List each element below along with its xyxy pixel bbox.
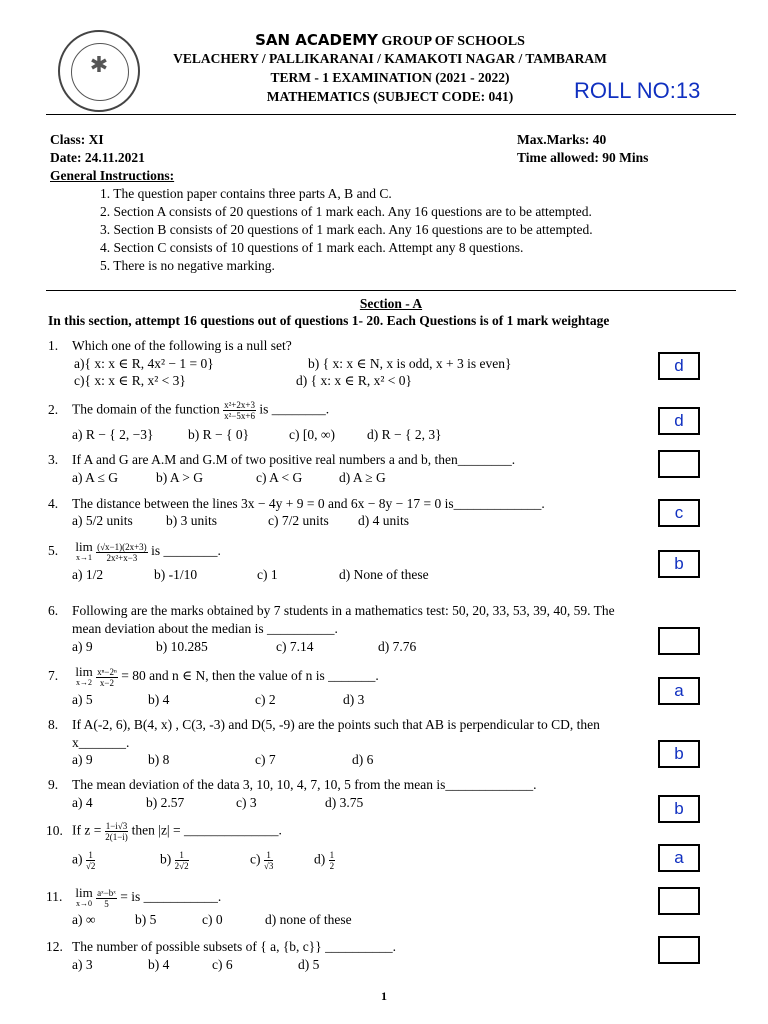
q4-option-d: d) 4 units (358, 513, 410, 528)
q6-option-c: c) 7.14 (276, 639, 314, 654)
emblem-icon: ✱ (89, 52, 109, 77)
question-6-continued: mean deviation about the median is __________. (72, 621, 338, 636)
max-marks: Max.Marks: 40 (517, 132, 607, 147)
q9-option-b: b) 2.57 (146, 795, 185, 810)
answer-box-2[interactable]: d (658, 407, 700, 435)
question-12: 12. The number of possible subsets of { a, {b, c}} __________. (46, 939, 396, 954)
answer-box-7[interactable]: a (658, 677, 700, 705)
q5-option-a: a) 1/2 (72, 567, 104, 582)
q12-option-d: d) 5 (298, 957, 320, 972)
question-3: 3. If A and G are A.M and G.M of two positive real numbers a and b, then________. (48, 452, 516, 467)
question-10: 10. If z = $\frac{1-i√3}{2(1-i)}$ then |z| = ______________. (46, 821, 282, 842)
q7-option-b: b) 4 (148, 692, 170, 707)
school-logo (58, 30, 140, 112)
q7-option-a: a) 5 (72, 692, 93, 707)
instruction-item: 1. The question paper contains three parts A, B and C. (100, 186, 392, 201)
exam-title: TERM - 1 EXAMINATION (2021 - 2022) (270, 70, 510, 85)
q11-option-d: d) none of these (265, 912, 352, 927)
instructions-title: General Instructions: (50, 168, 175, 183)
answer-box-4[interactable]: c (658, 499, 700, 527)
section-subtitle: In this section, attempt 16 questions out of questions 1- 20. Each Questions is of 1 mark weightage (48, 313, 610, 328)
section-title: Section - A (359, 296, 423, 311)
answer-box-3[interactable] (658, 450, 700, 478)
question-8-continued: x_______. (72, 735, 130, 750)
q3-option-a: a) A ≤ G (72, 470, 119, 485)
q2-option-c: c) [0, ∞) (289, 427, 335, 442)
q11-option-a: a) ∞ (72, 912, 96, 927)
q10-option-d: d) $\frac{1}{2}$ (314, 850, 335, 871)
school-suffix: GROUP OF SCHOOLS (381, 34, 525, 49)
header-divider (46, 114, 736, 115)
answer-box-5[interactable]: b (658, 550, 700, 578)
subject-title: MATHEMATICS (SUBJECT CODE: 041) (266, 89, 514, 104)
instruction-item: 2. Section A consists of 20 questions of 1 mark each. Any 16 questions are to be attempted. (100, 204, 592, 219)
question-1: 1. Which one of the following is a null set? (48, 338, 292, 353)
answer-box-6[interactable] (658, 627, 700, 655)
section-divider (46, 290, 736, 291)
q7-option-d: d) 3 (343, 692, 365, 707)
q1-option-d: d) { x: x ∈ R, x² < 0} (296, 373, 412, 388)
q10-option-b: b) $\frac{1}{2√2}$ (160, 850, 189, 871)
instruction-item: 4. Section C consists of 10 questions of 1 mark each. Attempt any 8 questions. (100, 240, 524, 255)
q5-option-c: c) 1 (257, 567, 278, 582)
q1-option-b: b) { x: x ∈ N, x is odd, x + 3 is even} (308, 356, 512, 371)
q9-option-d: d) 3.75 (325, 795, 364, 810)
question-7: 7. lim x→2 $\frac{\text{xⁿ−2ⁿ}}{x-2}$ = 80 and n ∈ N, then the value of n is _______. (48, 664, 379, 688)
school-title (150, 31, 630, 50)
question-6: 6. Following are the marks obtained by 7 students in a mathematics test: 50, 20, 33, 53, 39, 40, 59. The (48, 603, 615, 618)
q2-option-d: d) R − { 2, 3} (367, 427, 442, 442)
q12-option-c: c) 6 (212, 957, 233, 972)
q9-option-a: a) 4 (72, 795, 93, 810)
question-5: 5. lim x→1 $\frac{(√x-1)(2x+3)}{\text{2x²+x−3}}$ is ________. (48, 539, 221, 563)
date-label: Date: 24.11.2021 (50, 150, 145, 165)
q9-option-c: c) 3 (236, 795, 257, 810)
q2-option-a: a) R − { 2, −3} (72, 427, 154, 442)
q11-option-b: b) 5 (135, 912, 157, 927)
q10-option-a: a) $\frac{1}{√2}$ (72, 850, 96, 871)
answer-box-1[interactable]: d (658, 352, 700, 380)
time-allowed: Time allowed: 90 Mins (517, 150, 649, 165)
answer-box-8[interactable]: b (658, 740, 700, 768)
page-number: 1 (381, 989, 387, 1003)
q11-option-c: c) 0 (202, 912, 223, 927)
question-4: 4. The distance between the lines 3x − 4y + 9 = 0 and 6x − 8y − 17 = 0 is_____________. (48, 496, 545, 511)
instruction-item: 5. There is no negative marking. (100, 258, 275, 273)
q8-option-b: b) 8 (148, 752, 170, 767)
question-9: 9. The mean deviation of the data 3, 10, 10, 4, 7, 10, 5 from the mean is_____________. (48, 777, 537, 792)
q3-option-b: b) A > G (156, 470, 203, 485)
q4-option-b: b) 3 units (166, 513, 218, 528)
q8-option-a: a) 9 (72, 752, 93, 767)
answer-box-9[interactable]: b (658, 795, 700, 823)
q12-option-a: a) 3 (72, 957, 93, 972)
q10-option-c: c) $\frac{1}{√3}$ (250, 850, 274, 871)
q8-option-d: d) 6 (352, 752, 374, 767)
q5-option-d: d) None of these (339, 567, 429, 582)
q4-option-a: a) 5/2 units (72, 513, 133, 528)
instruction-item: 3. Section B consists of 20 questions of 1 mark each. Any 16 questions are to be attempted. (100, 222, 593, 237)
question-2: 2. The domain of the function $\frac{\text{x²+2x+3}}{\text{x²−5x+6}}$ is ________. (48, 400, 330, 421)
answer-box-10[interactable]: a (658, 844, 700, 872)
answer-box-11[interactable] (658, 887, 700, 915)
branches: VELACHERY / PALLIKARANAI / KAMAKOTI NAGAR / TAMBARAM (173, 51, 607, 66)
q7-option-c: c) 2 (255, 692, 276, 707)
q6-option-a: a) 9 (72, 639, 93, 654)
q2-option-b: b) R − { 0} (188, 427, 250, 442)
q4-option-c: c) 7/2 units (268, 513, 329, 528)
class-label: Class: XI (50, 132, 104, 147)
answer-box-12[interactable] (658, 936, 700, 964)
roll-number: ROLL NO:13 (574, 78, 701, 103)
q1-option-a: a){ x: x ∈ R, 4x² − 1 = 0} (74, 356, 214, 371)
q8-option-c: c) 7 (255, 752, 276, 767)
q3-option-c: c) A < G (256, 470, 303, 485)
q6-option-b: b) 10.285 (156, 639, 208, 654)
q3-option-d: d) A ≥ G (339, 470, 386, 485)
q5-option-b: b) -1/10 (154, 567, 198, 582)
q12-option-b: b) 4 (148, 957, 170, 972)
question-8: 8. If A(-2, 6), B(4, x) , C(3, -3) and D(5, -9) are the points such that AB is perpendicular to CD, then (48, 717, 600, 732)
school-name: SAN ACADEMY (255, 31, 378, 49)
q6-option-d: d) 7.76 (378, 639, 417, 654)
question-11: 11. lim x→0 $\frac{\text{aˣ−bˣ}}{5}$ = is ___________. (46, 885, 222, 909)
q1-option-c: c){ x: x ∈ R, x² < 3} (74, 373, 186, 388)
